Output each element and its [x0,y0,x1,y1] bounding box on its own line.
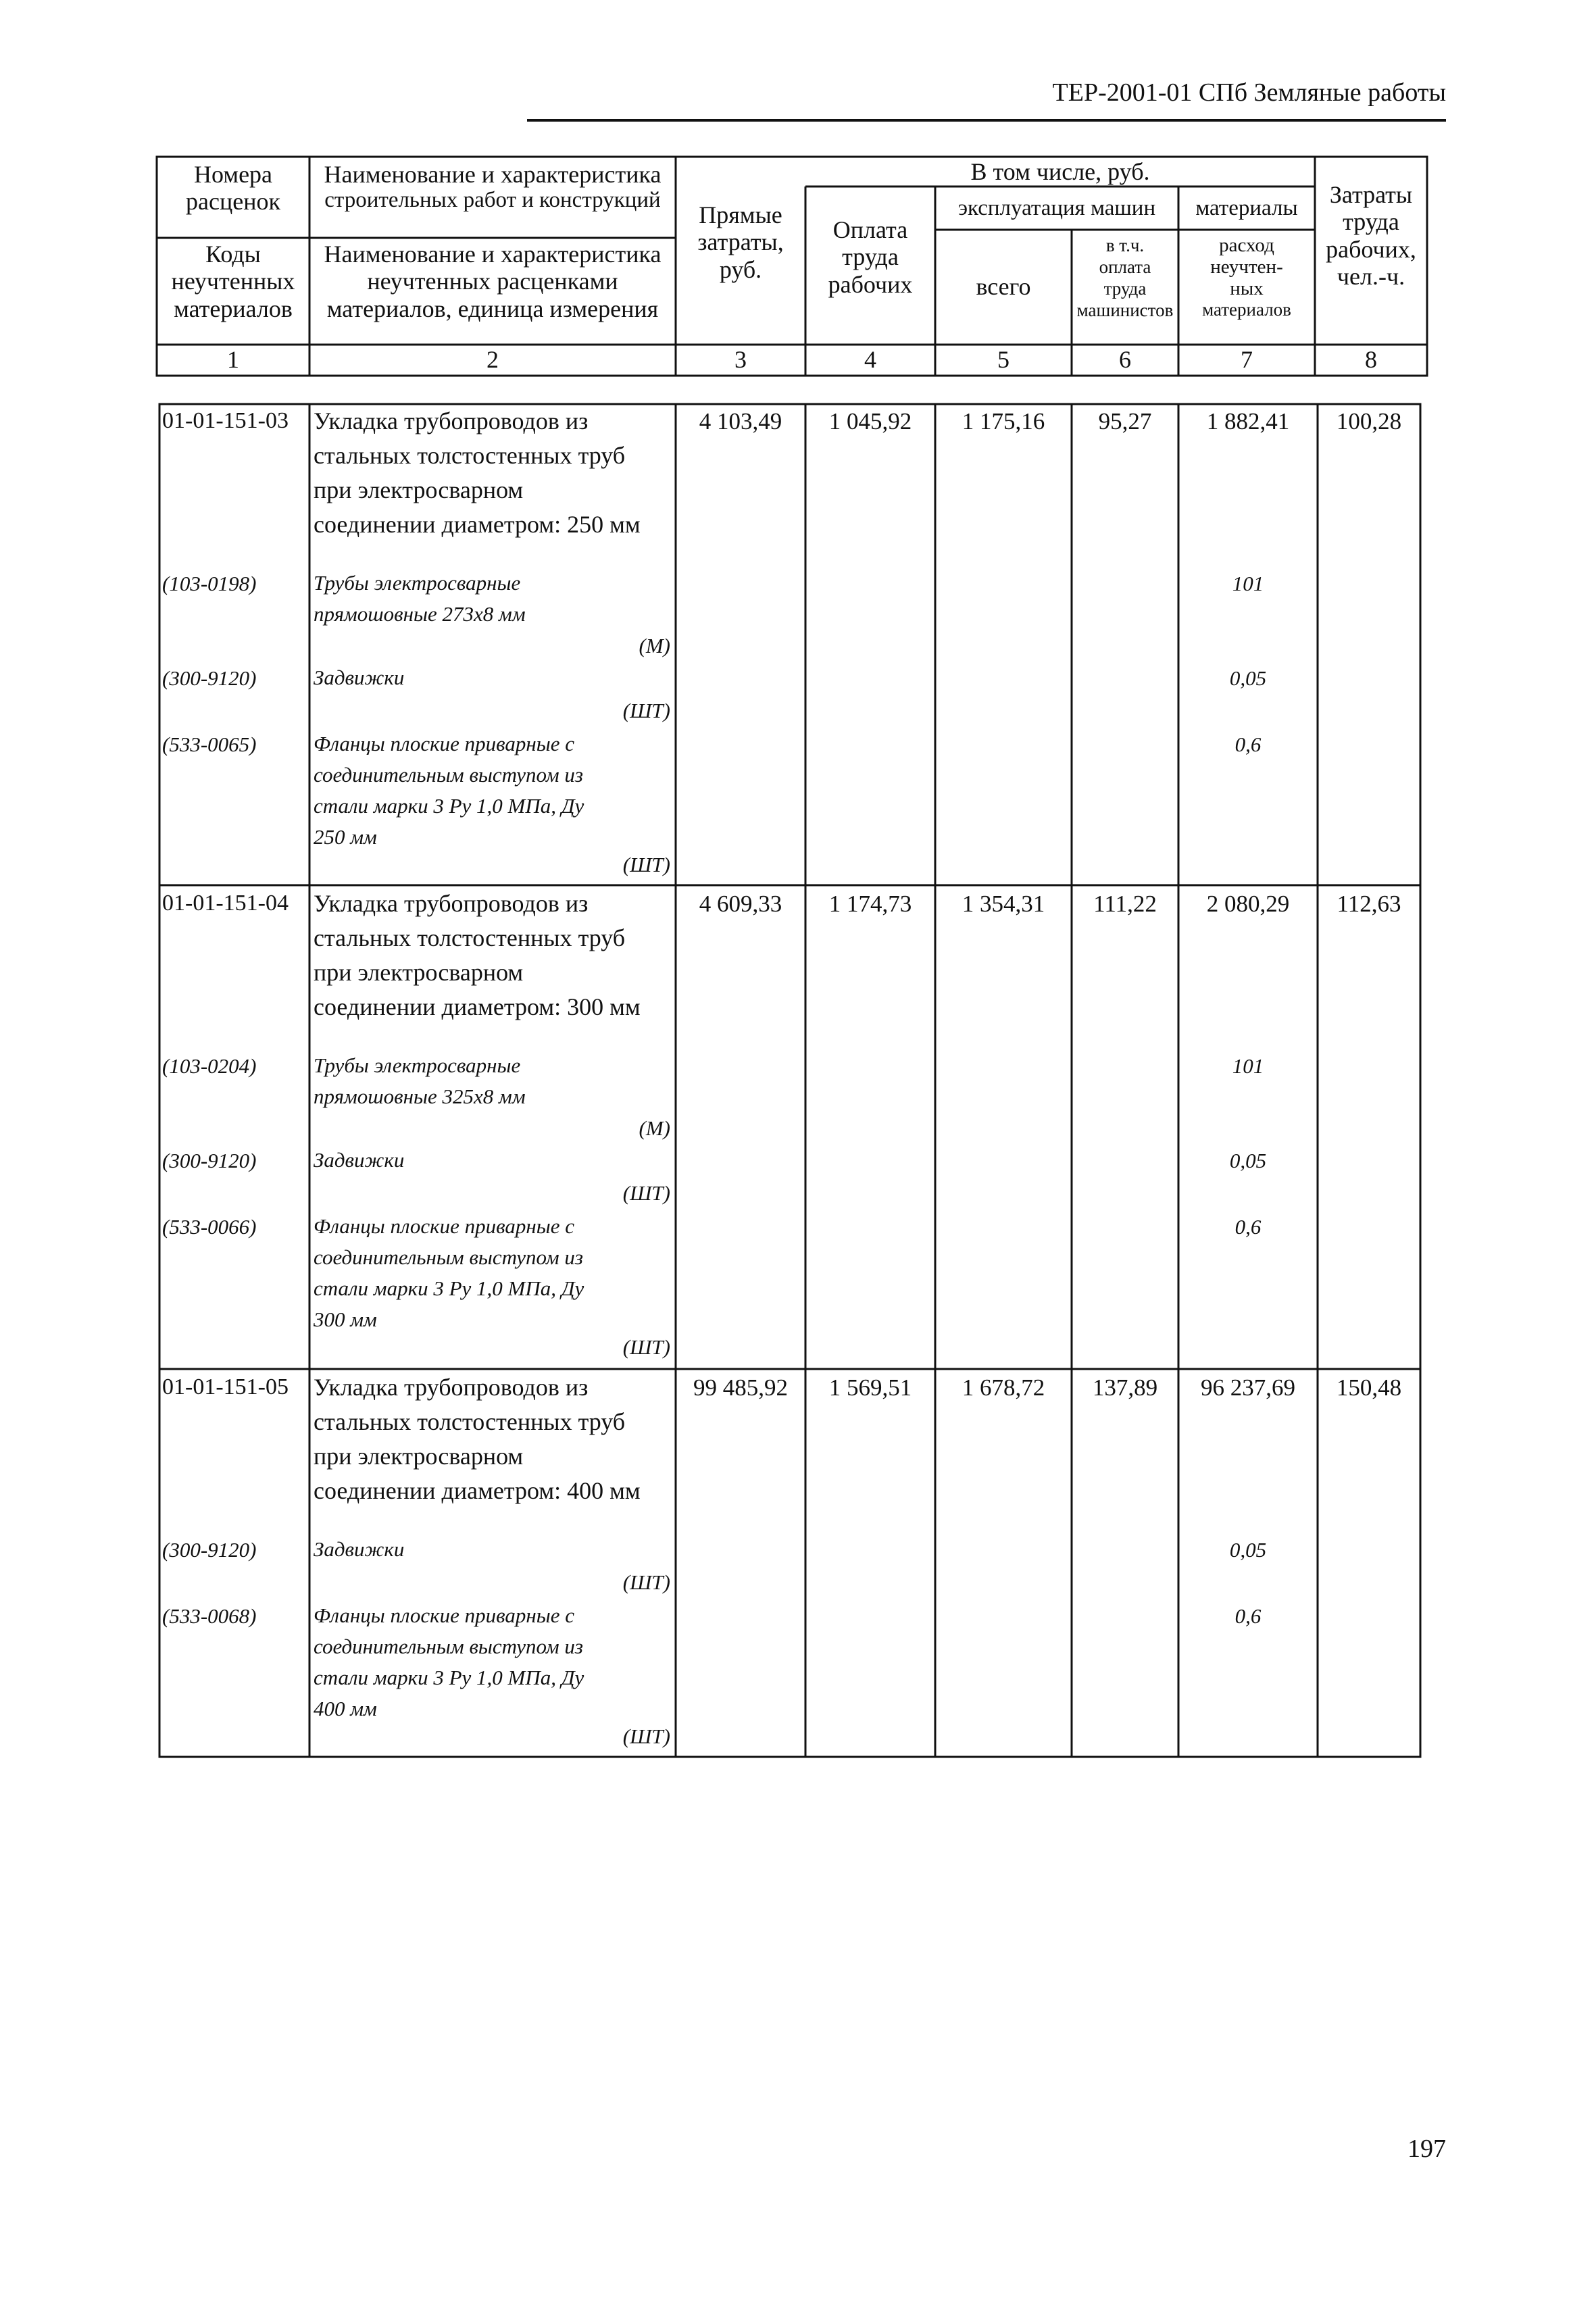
header-text: Наименование и характеристика [324,161,662,188]
header-text: Наименование и характеристика [324,241,662,268]
direct-costs: 4 103,49 [699,408,782,434]
material-code: (300-9120) [162,1149,257,1172]
document-title: ТЕР-2001-01 СПб Земляные работы [1052,78,1446,107]
header-text: Номера [193,161,273,188]
header-text: материалов [174,295,293,322]
material-name [314,1211,672,1335]
material-name-line: прямошовные 273х8 мм [314,602,526,626]
column-number: 5 [997,346,1009,373]
header-text: расценок [186,188,280,216]
materials-cost: 2 080,29 [1206,891,1290,917]
material-name [314,662,672,693]
page-number: 197 [1407,2135,1446,2163]
material-name-line: стали марки 3 Ру 1,0 МПа, Ду [314,1666,584,1689]
header-materials: материалы [1195,196,1298,220]
column-number: 6 [1119,346,1131,373]
material-quantity: 0,6 [1235,1604,1262,1628]
material-name-line: соединительным выступом из [314,1245,583,1269]
work-name-line: Укладка трубопроводов из [314,1374,589,1401]
material-quantity: 101 [1232,1054,1264,1078]
column-number: 7 [1241,346,1253,373]
material-code: (103-0198) [162,572,257,595]
header-text: ных [1230,277,1264,299]
header-text: рабочих, [1326,235,1416,263]
material-unit: (ШТ) [622,1181,670,1205]
material-quantity: 0,05 [1229,1149,1267,1172]
machines-total: 1 175,16 [962,408,1045,434]
column-number: 3 [734,346,747,373]
header-machinists-pay [1072,235,1178,321]
material-quantity: 0,6 [1235,732,1262,756]
material-name-line: соединительным выступом из [314,763,583,787]
material-code: (103-0204) [162,1054,257,1078]
work-name-line: соединении диаметром: 250 мм [314,511,641,538]
header-text: Коды [205,241,261,268]
work-name-line: при электросварном [314,1443,524,1470]
header-text: машинистов [1076,299,1174,320]
header-text: оплата [1099,256,1151,277]
direct-costs: 99 485,92 [693,1374,788,1401]
work-name-line: Укладка трубопроводов из [314,407,589,434]
work-name-line: Укладка трубопроводов из [314,890,589,917]
material-name-line: 300 мм [314,1308,377,1331]
material-name [314,1534,672,1565]
work-name-line: при электросварном [314,476,524,503]
column-number: 8 [1365,346,1377,373]
machines-total: 1 678,72 [962,1374,1045,1401]
material-name-line: Трубы электросварные [314,571,521,595]
material-name-line: прямошовные 325х8 мм [314,1085,526,1108]
material-quantity: 0,6 [1235,1215,1262,1239]
header-machines-total: всего [976,273,1031,300]
header-material-name [309,241,676,322]
labor-hours: 112,63 [1337,891,1401,917]
header-text: неучтен- [1210,255,1283,278]
header-rate-numbers [157,161,309,216]
header-labor-hours [1315,181,1427,290]
material-unit: (ШТ) [622,1570,670,1594]
material-name-line: стали марки 3 Ру 1,0 МПа, Ду [314,794,584,818]
header-text: Прямые [699,201,782,228]
header-text: материалов [1202,299,1291,320]
work-name [314,887,672,1024]
header-text: Оплата [832,216,908,243]
material-name-line: Фланцы плоские приварные с [314,1603,575,1627]
work-name [314,1370,672,1508]
material-unit: (ШТ) [622,699,670,722]
header-materials-consumption [1178,235,1315,320]
material-name-line: 400 мм [314,1697,377,1720]
header-work-name [309,161,676,213]
material-name-line: Фланцы плоские приварные с [314,732,575,755]
header-text: затраты, [697,228,784,256]
machinists-pay: 111,22 [1093,891,1157,917]
machinists-pay: 137,89 [1092,1374,1158,1401]
header-labor-pay [805,216,935,298]
material-name-line: Задвижки [314,666,405,689]
work-name-line: при электросварном [314,959,524,986]
material-name-line: Задвижки [314,1537,405,1561]
material-quantity: 0,05 [1229,666,1267,690]
material-code: (533-0068) [162,1604,257,1628]
column-number: 1 [227,346,239,373]
column-number: 4 [864,346,876,373]
material-name [314,1600,672,1724]
header-text: труда [842,243,899,271]
work-name-line: стальных толстостенных труб [314,442,626,469]
rate-code: 01-01-151-05 [162,1374,289,1399]
header-text: Затраты [1329,181,1413,208]
material-name-line: Задвижки [314,1148,405,1172]
material-name [314,568,672,630]
material-name-line: соединительным выступом из [314,1635,583,1658]
material-name [314,728,672,853]
header-text: неучтенных [171,268,295,295]
materials-cost: 1 882,41 [1206,408,1290,434]
material-quantity: 101 [1232,572,1264,595]
work-name-line: соединении диаметром: 400 мм [314,1477,641,1504]
header-text: в т.ч. [1105,235,1145,255]
material-code: (300-9120) [162,666,257,690]
material-name-line: Трубы электросварные [314,1053,521,1077]
material-unit: (М) [639,1116,670,1140]
material-code: (300-9120) [162,1538,257,1562]
machinists-pay: 95,27 [1098,408,1152,434]
column-number: 2 [487,346,499,373]
labor-pay: 1 174,73 [828,891,912,917]
header-text: рабочих [828,270,913,298]
materials-cost: 96 237,69 [1201,1374,1295,1401]
header-material-codes [157,241,309,322]
rate-code: 01-01-151-03 [162,408,289,433]
work-name-line: стальных толстостенных труб [314,924,626,951]
rate-code: 01-01-151-04 [162,891,289,916]
labor-pay: 1 045,92 [828,408,912,434]
direct-costs: 4 609,33 [699,891,782,917]
labor-hours: 150,48 [1336,1374,1402,1401]
material-name-line: стали марки 3 Ру 1,0 МПа, Ду [314,1276,584,1300]
header-text: материалов, единица измерения [326,295,659,322]
material-code: (533-0066) [162,1215,257,1239]
header-text: чел.-ч. [1337,262,1405,290]
work-name-line: стальных толстостенных труб [314,1408,626,1435]
header-text: руб. [719,255,762,283]
material-unit: (М) [639,634,670,657]
header-group: В том числе, руб. [970,158,1150,185]
header-machines: эксплуатация машин [957,196,1156,220]
material-unit: (ШТ) [622,853,670,876]
material-code: (533-0065) [162,732,257,756]
material-name-line: 250 мм [314,825,377,849]
labor-pay: 1 569,51 [828,1374,912,1401]
material-name-line: Фланцы плоские приварные с [314,1214,575,1238]
header-direct-costs [676,201,805,283]
work-name [314,404,672,542]
material-quantity: 0,05 [1229,1538,1267,1562]
material-name [314,1145,672,1176]
header-text: неучтенных расценками [367,268,618,295]
labor-hours: 100,28 [1336,408,1402,434]
header-text: труда [1343,208,1399,236]
material-unit: (ШТ) [622,1335,670,1359]
header-text: строительных работ и конструкций [324,188,661,213]
header-text: труда [1103,278,1147,299]
machines-total: 1 354,31 [962,891,1045,917]
header-text: расход [1219,234,1274,256]
work-name-line: соединении диаметром: 300 мм [314,993,641,1020]
material-name [314,1050,672,1112]
material-unit: (ШТ) [622,1724,670,1748]
